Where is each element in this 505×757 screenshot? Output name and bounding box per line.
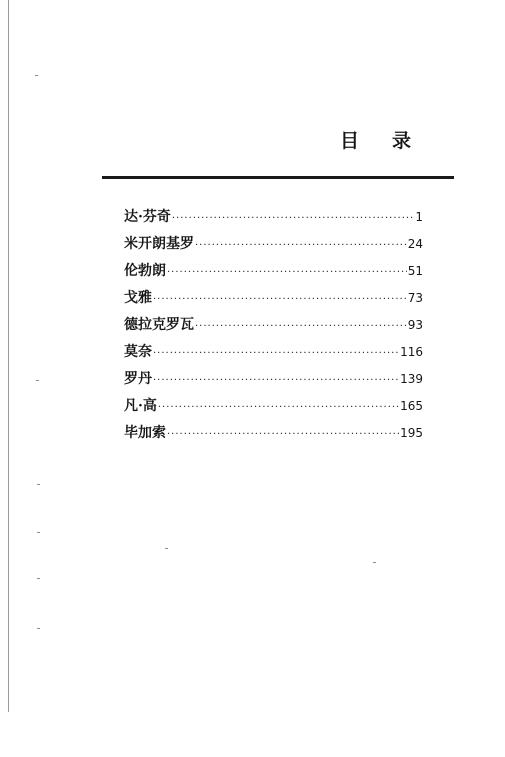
toc-dot-leader — [195, 321, 407, 332]
title-char-2: 录 — [392, 130, 412, 152]
toc-entry-name: 毕加索 — [124, 425, 166, 441]
toc-entry-page: 1 — [415, 210, 423, 224]
toc-entry — [124, 341, 423, 368]
toc-entry-page: 93 — [407, 318, 423, 332]
toc-entry-name: 米开朗基罗 — [124, 236, 194, 252]
toc-entry — [124, 206, 423, 233]
toc-entry — [124, 260, 423, 287]
toc-entry-page: 51 — [407, 264, 423, 278]
toc-entry-name: 德拉克罗瓦 — [124, 317, 194, 333]
toc-entry-page: 195 — [400, 426, 423, 440]
toc-entry-name: 罗丹 — [124, 371, 152, 387]
toc-entry-name: 莫奈 — [124, 344, 152, 360]
toc-dot-leader — [167, 267, 407, 278]
scan-speck — [36, 380, 39, 381]
toc-entry-page: 24 — [407, 237, 423, 251]
scan-speck — [37, 628, 40, 629]
toc-entry-name: 达·芬奇 — [124, 209, 171, 225]
toc-dot-leader — [153, 375, 399, 386]
page-title — [340, 126, 411, 153]
scan-speck — [35, 75, 38, 76]
toc-entry-name: 戈雅 — [124, 290, 152, 306]
toc-entry-page: 165 — [400, 399, 423, 413]
toc-dot-leader — [153, 294, 407, 305]
toc-entry-name: 伦勃朗 — [124, 263, 166, 279]
toc-dot-leader — [167, 429, 399, 440]
toc-entry-name: 凡·高 — [124, 398, 157, 414]
toc-entry — [124, 422, 423, 449]
title-rule — [102, 176, 454, 179]
toc-entry — [124, 287, 423, 314]
table-of-contents — [124, 206, 423, 449]
toc-entry — [124, 314, 423, 341]
scan-speck — [37, 578, 40, 579]
toc-dot-leader — [172, 213, 414, 224]
toc-entry-page: 73 — [407, 291, 423, 305]
toc-entry — [124, 233, 423, 260]
scan-speck — [373, 562, 376, 563]
toc-entry — [124, 395, 423, 422]
title-char-1: 目 — [340, 130, 360, 152]
scan-speck — [165, 548, 168, 549]
toc-dot-leader — [158, 402, 399, 413]
toc-entry-page: 139 — [400, 372, 423, 386]
page-left-edge — [8, 0, 9, 712]
toc-dot-leader — [153, 348, 399, 359]
scan-speck — [37, 532, 40, 533]
toc-entry-page: 116 — [400, 345, 423, 359]
toc-entry — [124, 368, 423, 395]
toc-dot-leader — [195, 240, 407, 251]
scan-speck — [37, 484, 40, 485]
